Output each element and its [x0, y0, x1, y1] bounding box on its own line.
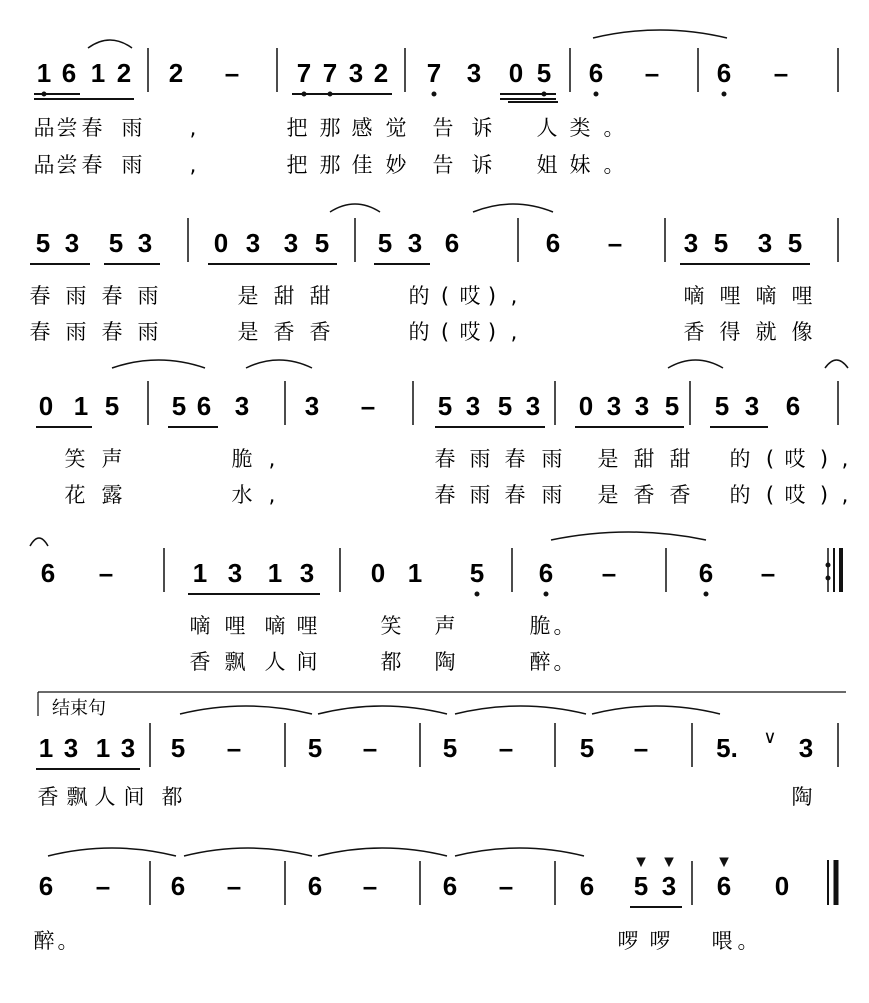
- octave-dot: [826, 576, 830, 580]
- slur: [455, 706, 586, 714]
- lyric-char: 雨: [121, 116, 143, 140]
- lyric-char: 春: [504, 447, 526, 471]
- lyric-char: (: [440, 284, 450, 308]
- slur: [112, 360, 205, 368]
- lyric-char: 嘀: [264, 614, 286, 638]
- lyric-char: 脆: [231, 447, 253, 471]
- lyric-char: 哩: [719, 284, 741, 308]
- note: 3: [227, 558, 243, 588]
- note: 1: [73, 391, 89, 421]
- lyric-char: ,: [189, 153, 197, 177]
- lyric-char: ): [819, 447, 829, 471]
- note: –: [773, 58, 789, 88]
- lyric-char: 春: [29, 320, 51, 344]
- lyric-char: 甜: [309, 284, 331, 308]
- lyric-char: 飘: [224, 650, 246, 674]
- lyric-char: 告: [432, 116, 454, 140]
- lyric-char: 哩: [224, 614, 246, 638]
- lyric-char: 是: [237, 320, 259, 344]
- note: 7: [296, 58, 312, 88]
- lyric-char: 笑: [380, 614, 402, 638]
- slur: [184, 848, 312, 856]
- note: 5: [469, 558, 485, 588]
- lyric-char: 把: [286, 116, 308, 140]
- note: 0: [578, 391, 594, 421]
- lyric-char: 春: [101, 284, 123, 308]
- lyric-char: 醉: [33, 929, 55, 953]
- slur: [318, 848, 447, 856]
- lyric-char: 感: [351, 116, 373, 140]
- lyric-char: 的: [729, 483, 751, 507]
- lyric-char: 。: [603, 116, 625, 140]
- note: 6: [716, 871, 732, 901]
- lyric-char: 觉: [385, 116, 407, 140]
- note: –: [362, 871, 378, 901]
- note: 5: [664, 391, 680, 421]
- lyric-char: 声: [434, 614, 456, 638]
- note: 5: [307, 733, 323, 763]
- octave-dot: [544, 592, 548, 596]
- note: 2: [373, 58, 389, 88]
- note: 3: [348, 58, 364, 88]
- lyric-char: 的: [729, 447, 751, 471]
- lyric-char: 。: [57, 929, 79, 953]
- lyric-char: 醉: [529, 650, 551, 674]
- slur: [246, 360, 312, 368]
- accent-mark: [720, 858, 728, 866]
- note: 5: [170, 733, 186, 763]
- lyric-char: 像: [791, 320, 813, 344]
- note: 1: [95, 733, 111, 763]
- note: 6: [307, 871, 323, 901]
- lyric-char: ,: [841, 483, 849, 507]
- lyric-char: ,: [268, 447, 276, 471]
- lyric-char: (: [440, 320, 450, 344]
- lyric-char: 哎: [459, 320, 481, 344]
- lyric-char: 间: [296, 650, 318, 674]
- note: 1: [38, 733, 54, 763]
- note: –: [498, 733, 514, 763]
- note: 3: [63, 733, 79, 763]
- lyric-char: 把: [286, 153, 308, 177]
- lyric-char: ): [487, 320, 497, 344]
- octave-dot: [826, 563, 830, 567]
- lyric-char: (: [765, 483, 775, 507]
- lyric-char: 妹: [569, 153, 591, 177]
- lyric-char: 笑: [64, 447, 86, 471]
- lyric-char: 哩: [791, 284, 813, 308]
- note: 2: [168, 58, 184, 88]
- lyric-char: 间: [123, 785, 145, 809]
- note: 6: [785, 391, 801, 421]
- lyric-char: 雨: [65, 320, 87, 344]
- note: 1: [267, 558, 283, 588]
- lyric-char: 春: [101, 320, 123, 344]
- lyric-char: 喂: [711, 929, 733, 953]
- note: 3: [634, 391, 650, 421]
- note: 0: [370, 558, 386, 588]
- lyric-char: 啰: [617, 929, 639, 953]
- note: 6: [40, 558, 56, 588]
- lyric-char: 雨: [137, 320, 159, 344]
- lyric-char: 飘: [66, 785, 88, 809]
- lyric-char: 。: [553, 650, 575, 674]
- lyric-char: 人: [264, 650, 286, 674]
- note: –: [607, 228, 623, 258]
- lyric-char: 甜: [633, 447, 655, 471]
- note: –: [362, 733, 378, 763]
- lyric-char: ,: [510, 284, 518, 308]
- lyric-char: 佳: [351, 153, 373, 177]
- lyric-char: 香: [273, 320, 295, 344]
- note: 1: [90, 58, 106, 88]
- lyric-char: 香: [189, 650, 211, 674]
- lyric-char: (: [765, 447, 775, 471]
- note: 3: [683, 228, 699, 258]
- note: –: [633, 733, 649, 763]
- lyric-char: 妙: [385, 153, 407, 177]
- note: 3: [283, 228, 299, 258]
- note: 3: [299, 558, 315, 588]
- note: 6: [538, 558, 554, 588]
- note: 3: [234, 391, 250, 421]
- lyric-char: 甜: [273, 284, 295, 308]
- slur: [473, 204, 553, 212]
- note: 6: [61, 58, 77, 88]
- lyric-char: 都: [380, 650, 402, 674]
- note: 0: [213, 228, 229, 258]
- note: –: [226, 871, 242, 901]
- note: 2: [116, 58, 132, 88]
- note: 6: [588, 58, 604, 88]
- lyric-char: 人: [536, 116, 558, 140]
- lyric-char: 香: [633, 483, 655, 507]
- octave-dot: [432, 92, 436, 96]
- note: ∨: [763, 727, 777, 748]
- lyric-char: 雨: [65, 284, 87, 308]
- note: 3: [137, 228, 153, 258]
- lyric-char: 脆: [529, 614, 551, 638]
- note: 3: [606, 391, 622, 421]
- lyric-char: 哩: [296, 614, 318, 638]
- accent-mark: [637, 858, 645, 866]
- note: –: [498, 871, 514, 901]
- note: 3: [757, 228, 773, 258]
- note: 5: [713, 228, 729, 258]
- lyric-char: 诉: [471, 153, 493, 177]
- note: 6: [444, 228, 460, 258]
- lyric-char: 雨: [121, 153, 143, 177]
- note: –: [760, 558, 776, 588]
- lyric-char: 春: [434, 483, 456, 507]
- lyric-char: 嘀: [189, 614, 211, 638]
- lyric-char: ): [487, 284, 497, 308]
- note: 5: [714, 391, 730, 421]
- lyric-char: ,: [510, 320, 518, 344]
- slur: [48, 848, 176, 856]
- lyric-char: 都: [161, 785, 183, 809]
- note: 6: [698, 558, 714, 588]
- lyric-char: 是: [597, 447, 619, 471]
- lyric-char: 类: [569, 116, 591, 140]
- lyric-char: 告: [432, 153, 454, 177]
- lyric-char: 春: [81, 153, 103, 177]
- note: 5: [314, 228, 330, 258]
- lyric-char: ,: [189, 116, 197, 140]
- lyric-char: 雨: [541, 483, 563, 507]
- note: –: [644, 58, 660, 88]
- lyric-char: 那: [319, 116, 341, 140]
- note: 3: [407, 228, 423, 258]
- lyric-char: 嘀: [683, 284, 705, 308]
- note: 6: [716, 58, 732, 88]
- note: 3: [466, 58, 482, 88]
- lyric-char: 陶: [791, 785, 813, 809]
- lyric-char: 雨: [469, 447, 491, 471]
- note: 5: [171, 391, 187, 421]
- note: 6: [170, 871, 186, 901]
- lyric-char: 香: [309, 320, 331, 344]
- lyric-char: 春: [434, 447, 456, 471]
- note: 5: [497, 391, 513, 421]
- note: 6: [38, 871, 54, 901]
- note: 5: [442, 733, 458, 763]
- note: 3: [64, 228, 80, 258]
- note: 5: [104, 391, 120, 421]
- lyric-char: 雨: [541, 447, 563, 471]
- note: 5: [437, 391, 453, 421]
- lyric-char: 姐: [536, 153, 558, 177]
- lyric-char: 。: [603, 153, 625, 177]
- note: 6: [579, 871, 595, 901]
- note: 6: [196, 391, 212, 421]
- note: –: [224, 58, 240, 88]
- lyric-char: 诉: [471, 116, 493, 140]
- note: 5: [108, 228, 124, 258]
- slur: [668, 360, 723, 368]
- slur: [180, 706, 312, 714]
- octave-dot: [722, 92, 726, 96]
- ending-label: 结束句: [52, 698, 106, 719]
- note: 5.: [716, 733, 738, 763]
- note: 3: [465, 391, 481, 421]
- lyric-char: 是: [597, 483, 619, 507]
- lyric-char: 啰: [649, 929, 671, 953]
- lyric-char: 品: [33, 153, 55, 177]
- lyric-char: 哎: [784, 483, 806, 507]
- lyric-char: 。: [737, 929, 759, 953]
- note: 3: [661, 871, 677, 901]
- slur: [825, 360, 848, 368]
- slur: [592, 706, 720, 714]
- lyric-char: 嘀: [755, 284, 777, 308]
- octave-dot: [704, 592, 708, 596]
- note: 5: [579, 733, 595, 763]
- note: 5: [377, 228, 393, 258]
- note: –: [226, 733, 242, 763]
- note: 1: [407, 558, 423, 588]
- lyric-char: 香: [669, 483, 691, 507]
- lyric-char: 香: [683, 320, 705, 344]
- note: –: [98, 558, 114, 588]
- note: 5: [35, 228, 51, 258]
- lyric-char: ,: [268, 483, 276, 507]
- note: 1: [192, 558, 208, 588]
- note: 7: [426, 58, 442, 88]
- lyric-char: 就: [755, 320, 777, 344]
- lyric-char: 雨: [469, 483, 491, 507]
- lyric-char: 尝: [56, 153, 78, 177]
- slur: [593, 30, 727, 38]
- lyric-char: 春: [81, 116, 103, 140]
- accent-mark: [665, 858, 673, 866]
- lyric-char: 。: [553, 614, 575, 638]
- note: 1: [36, 58, 52, 88]
- note: –: [601, 558, 617, 588]
- lyric-char: 哎: [784, 447, 806, 471]
- lyric-char: 的: [408, 320, 430, 344]
- lyric-char: 人: [94, 785, 116, 809]
- note: –: [360, 391, 376, 421]
- note: 6: [545, 228, 561, 258]
- note: 3: [744, 391, 760, 421]
- note: 7: [322, 58, 338, 88]
- note: 3: [304, 391, 320, 421]
- lyric-char: 哎: [459, 284, 481, 308]
- lyric-char: 的: [408, 284, 430, 308]
- slur: [30, 538, 48, 546]
- slur: [330, 204, 380, 212]
- lyric-char: 香: [37, 785, 59, 809]
- note: 3: [120, 733, 136, 763]
- slur: [318, 706, 447, 714]
- octave-dot: [594, 92, 598, 96]
- lyric-char: 水: [231, 483, 253, 507]
- lyric-char: 陶: [434, 650, 456, 674]
- note: 6: [442, 871, 458, 901]
- lyric-char: 雨: [137, 284, 159, 308]
- slur: [88, 40, 132, 48]
- note: 0: [38, 391, 54, 421]
- note: 5: [787, 228, 803, 258]
- note: 5: [536, 58, 552, 88]
- lyric-char: ): [819, 483, 829, 507]
- octave-dot: [475, 592, 479, 596]
- lyric-char: 得: [719, 320, 741, 344]
- note: 3: [245, 228, 261, 258]
- note: 3: [525, 391, 541, 421]
- lyric-char: 甜: [669, 447, 691, 471]
- lyric-char: 声: [101, 447, 123, 471]
- lyric-char: 露: [101, 483, 123, 507]
- lyric-char: 春: [29, 284, 51, 308]
- lyric-char: 那: [319, 153, 341, 177]
- note: 5: [633, 871, 649, 901]
- lyric-char: 是: [237, 284, 259, 308]
- lyric-char: 品: [33, 116, 55, 140]
- lyric-char: ,: [841, 447, 849, 471]
- slur: [455, 848, 584, 856]
- lyric-char: 花: [64, 483, 86, 507]
- lyric-char: 尝: [56, 116, 78, 140]
- lyric-char: 春: [504, 483, 526, 507]
- note: 0: [508, 58, 524, 88]
- note: 0: [774, 871, 790, 901]
- note: 3: [798, 733, 814, 763]
- slur: [551, 532, 706, 540]
- note: –: [95, 871, 111, 901]
